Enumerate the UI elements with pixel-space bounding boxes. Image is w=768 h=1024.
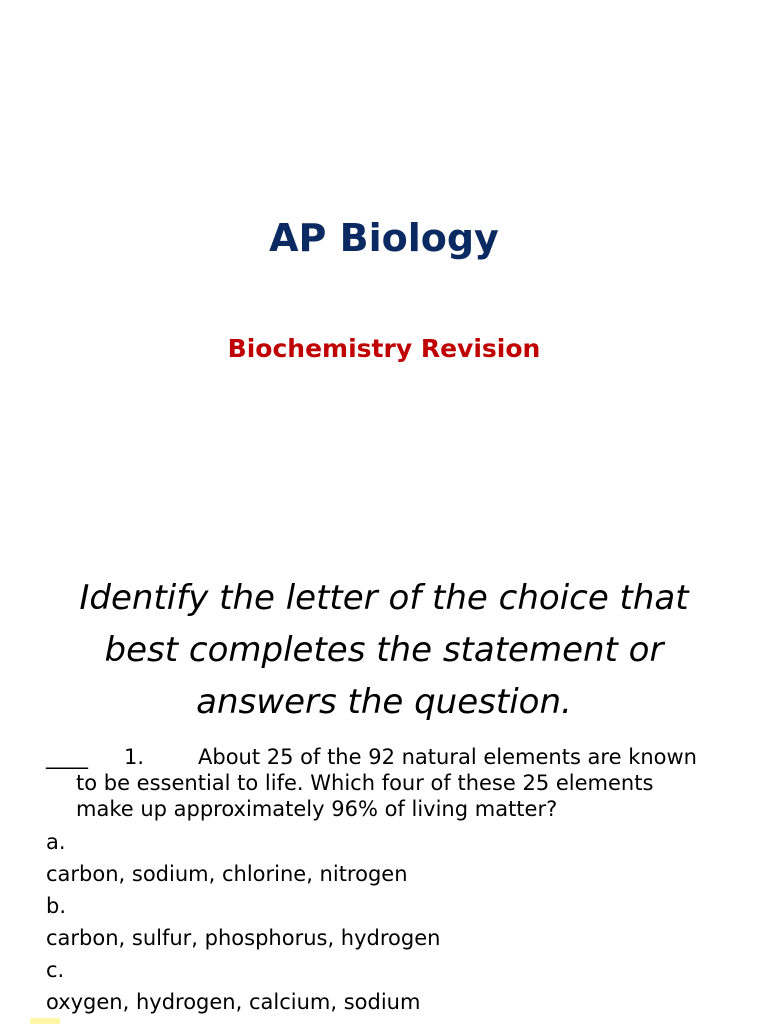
page-title: AP Biology bbox=[269, 216, 499, 260]
choice-b-letter: b. bbox=[46, 894, 67, 918]
question-text-line-1: About 25 of the 92 natural elements are known bbox=[198, 745, 697, 769]
answer-choices bbox=[46, 826, 726, 1018]
choice-c-text: oxygen, hydrogen, calcium, sodium bbox=[46, 990, 421, 1014]
answer-blank: ____ bbox=[46, 745, 88, 769]
choice-c-letter: c. bbox=[46, 958, 65, 982]
instructions-text: Identify the letter of the choice that best completes the statement or answers the question. bbox=[79, 578, 689, 722]
question-number: 1. bbox=[124, 745, 145, 769]
choice-a-text: carbon, sodium, chlorine, nitrogen bbox=[46, 862, 408, 886]
question-1 bbox=[46, 744, 726, 822]
page-subtitle: Biochemistry Revision bbox=[227, 334, 541, 363]
question-text-line-2: to be essential to life. Which four of these 25 elements bbox=[76, 771, 654, 795]
choice-b-text: carbon, sulfur, phosphorus, hydrogen bbox=[46, 926, 441, 950]
highlight-mark bbox=[30, 1018, 60, 1024]
question-text-line-3: make up approximately 96% of living matter? bbox=[76, 797, 558, 821]
question-first-line bbox=[46, 744, 726, 770]
choice-a-letter: a. bbox=[46, 830, 66, 854]
